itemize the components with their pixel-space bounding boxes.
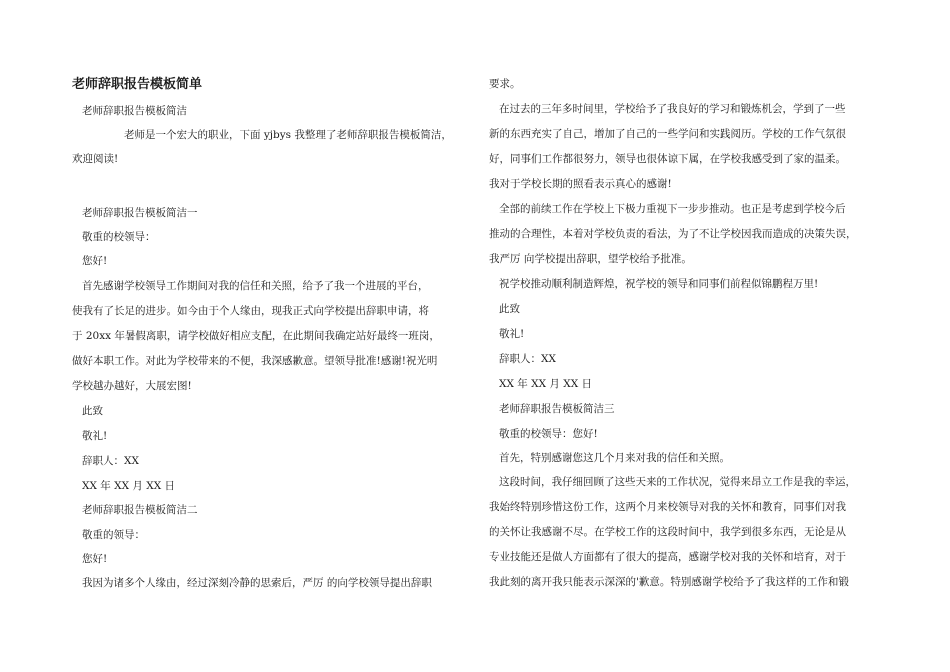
signature-line: 辞职人：XX [499, 353, 556, 365]
paragraph-line: 专业技能还是做人方面都有了很大的提高，感谢学校对我的关怀和培育，对于 [489, 551, 846, 563]
paragraph-line: 于 20xx 年暑假离职，请学校做好相应支配，在此期间我确定站好最终一班岗， [72, 330, 440, 342]
closing-line: 此致 [499, 303, 520, 315]
salutation: 敬重的领导： [82, 529, 145, 541]
paragraph-line: 做好本职工作。对此为学校带来的不便，我深感歉意。望领导批准!感谢!祝光明 [72, 355, 438, 367]
section-heading: 老师辞职报告模板简洁一 [82, 207, 198, 219]
date-line: XX 年 XX 月 XX 日 [499, 378, 593, 390]
paragraph-line: 新的东西充实了自己，增加了自己的一些学问和实践阅历。学校的工作气氛很 [489, 128, 846, 140]
paragraph-line: 学校越办越好，大展宏图! [72, 380, 192, 392]
paragraph-line: 欢迎阅读! [72, 153, 119, 165]
section-heading: 老师辞职报告模板简洁三 [499, 403, 615, 415]
closing-line: 敬礼! [499, 328, 525, 340]
greeting: 您好! [82, 553, 108, 565]
paragraph-line: 我严厉 向学校提出辞职，望学校给予批准。 [489, 253, 692, 265]
paragraph-line: 在过去的三年多时间里，学校给予了我良好的学习和锻炼机会，学到了一些 [499, 103, 846, 115]
paragraph-line: 要求。 [489, 78, 521, 90]
closing-line: 敬礼! [82, 430, 108, 442]
paragraph-line: 首先，特别感谢您这几个月来对我的信任和关照。 [499, 452, 730, 464]
salutation: 敬重的校领导： [82, 231, 156, 243]
paragraph-line: 祝学校推动顺利制造辉煌，祝学校的领导和同事们前程似锦鹏程万里! [499, 278, 819, 290]
paragraph-line: 这段时间，我仔细回顾了这些天来的工作状况，觉得来昂立工作是我的幸运， [499, 476, 856, 488]
document-title: 老师辞职报告模板简单 [72, 77, 203, 92]
closing-line: 此致 [82, 405, 103, 417]
paragraph-line: 的关怀让我感谢不尽。在学校工作的这段时间中，我学到很多东西，无论是从 [489, 526, 846, 538]
signature-line: 辞职人：XX [82, 455, 139, 467]
greeting: 您好! [82, 255, 108, 267]
salutation: 敬重的校领导：您好! [499, 428, 598, 440]
paragraph-line: 老师辞职报告模板简洁 [82, 105, 187, 117]
paragraph-line: 我因为诸多个人缘由，经过深刻冷静的思索后，严厉 的向学校领导提出辞职 [82, 577, 432, 589]
paragraph-line: 我此刻的离开我只能表示深深的'歉意。特别感谢学校给予了我这样的工作和锻 [489, 576, 849, 588]
date-line: XX 年 XX 月 XX 日 [82, 480, 176, 492]
paragraph-line: 我对于学校长期的照看表示真心的感谢! [489, 178, 672, 190]
paragraph-line: 使我有了长足的进步。如今由于个人缘由，现我正式向学校提出辞职申请，将 [72, 305, 429, 317]
paragraph-line: 全部的前续工作在学校上下极力重视下一步步推动。也正是考虑到学校今后 [499, 203, 846, 215]
paragraph-line: 老师是一个宏大的职业，下面 yjbys 我整理了老师辞职报告模板简洁， [124, 129, 452, 141]
paragraph-line: 我始终特别珍惜这份工作，这两个月来校领导对我的关怀和教育，同事们对我 [489, 501, 846, 513]
section-heading: 老师辞职报告模板简洁二 [82, 504, 198, 516]
paragraph-line: 首先感谢学校领导工作期间对我的信任和关照，给予了我一个进展的平台， [82, 280, 429, 292]
paragraph-line: 好，同事们工作都很努力，领导也很体谅下属，在学校我感受到了家的温柔。 [489, 153, 846, 165]
paragraph-line: 推动的合理性，本着对学校负责的看法，为了不让学校因我而造成的决策失误， [489, 228, 857, 240]
